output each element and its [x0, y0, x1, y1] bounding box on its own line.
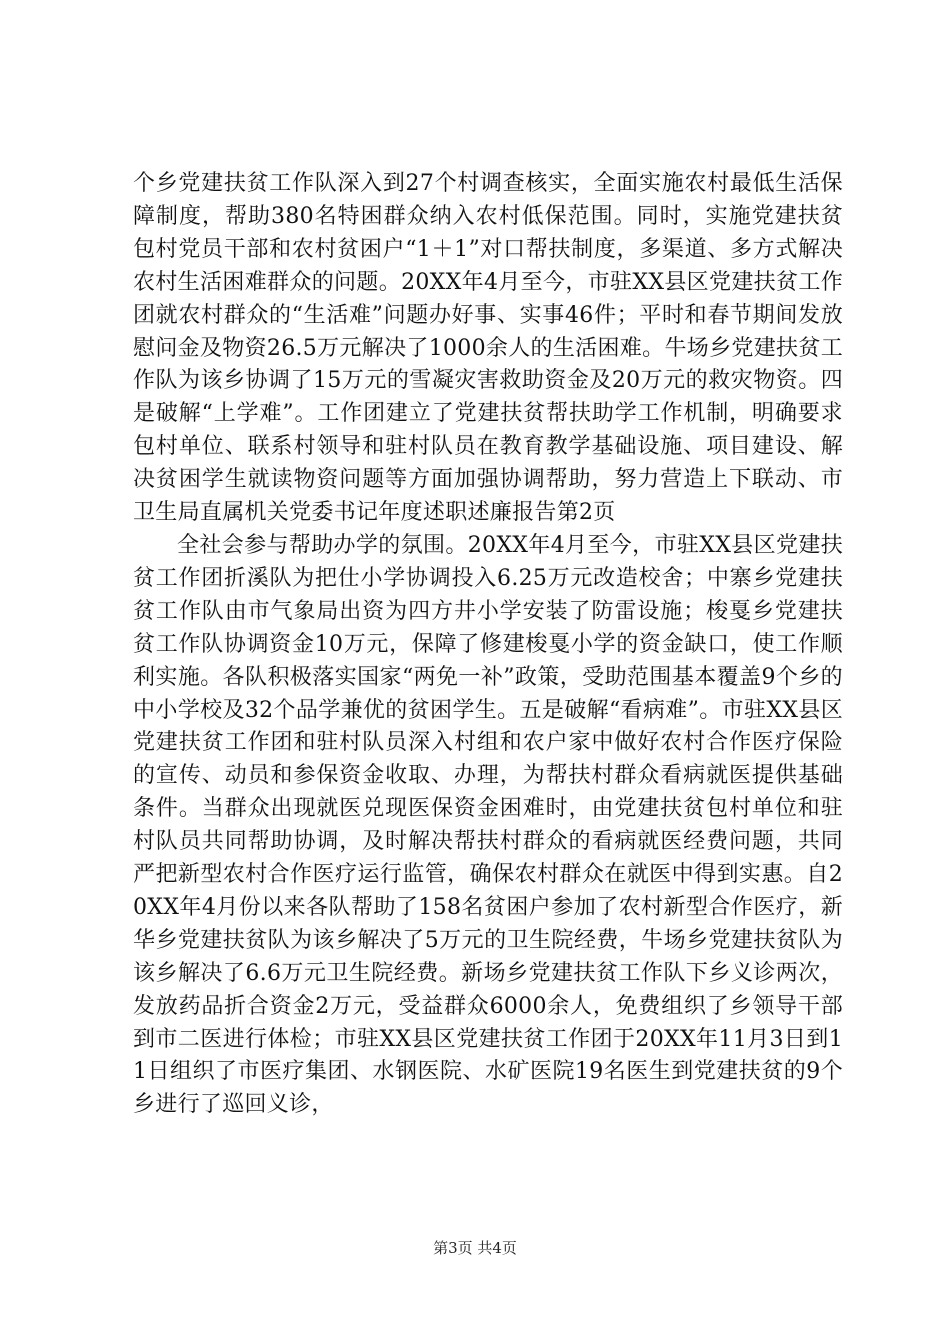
document-body — [133, 168, 843, 1122]
paragraph: 全社会参与帮助办学的氛围。20XX年4月至今，市驻XX县区党建扶贫工作团折溪队为把仕小学协调投入6.25万元改造校舍；中寨乡党建扶贫工作队由市气象局出资为四方井小学安装了防雷设施；梭戛乡党建扶贫工作队协调资金10万元，保障了修建梭戛小学的资金缺口，使工作顺利实施。各队积极落实国家“两免一补”政策，受助范围基本覆盖9个乡的中小学校及32个品学兼优的贫困学生。五是破解“看病难”。市驻XX县区党建扶贫工作团和驻村队员深入村组和农户家中做好农村合作医疗保险的宣传、动员和参保资金收取、办理，为帮扶村群众看病就医提供基础条件。当群众出现就医兑现医保资金困难时，由党建扶贫包村单位和驻村队员共同帮助协调，及时解决帮扶村群众的看病就医经费问题，共同严把新型农村合作医疗运行监管，确保农村群众在就医中得到实惠。自20XX年4月份以来各队帮助了158名贫困户参加了农村新型合作医疗，新华乡党建扶贫队为该乡解决了5万元的卫生院经费，牛场乡党建扶贫队为该乡解决了6.6万元卫生院经费。新场乡党建扶贫工作队下乡义诊两次，发放药品折合资金2万元，受益群众6000余人，免费组织了乡领导干部到市二医进行体检；市驻XX县区党建扶贫工作团于20XX年11月3日到11日组织了市医疗集团、水钢医院、水矿医院19名医生到党建扶贫的9个乡进行了巡回义诊， — [133, 532, 843, 1118]
paragraph-continued: 个乡党建扶贫工作队深入到27个村调查核实，全面实施农村最低生活保障制度，帮助380名特困群众纳入农村低保范围。同时，实施党建扶贫包村党员干部和农村贫困户“1＋1”对口帮扶制度，多渠道、多方式解决农村生活困难群众的问题。20XX年4月至今，市驻XX县区党建扶贫工作团就农村群众的“生活难”问题办好事、实事46件；平时和春节期间发放慰问金及物资26.5万元解决了1000余人的生活困难。牛场乡党建扶贫工作队为该乡协调了15万元的雪凝灾害救助资金及20万元的救灾物资。四是破解“上学难”。工作团建立了党建扶贫帮扶助学工作机制，明确要求包村单位、联系村领导和驻村队员在教育教学基础设施、项目建设、解决贫困学生就读物资问题等方面加强协调帮助，努力营造上下联动、市卫生局直属机关党委书记年度述职述廉报告第2页 — [133, 171, 843, 526]
page-footer: 第3页 共4页 — [433, 1239, 517, 1257]
